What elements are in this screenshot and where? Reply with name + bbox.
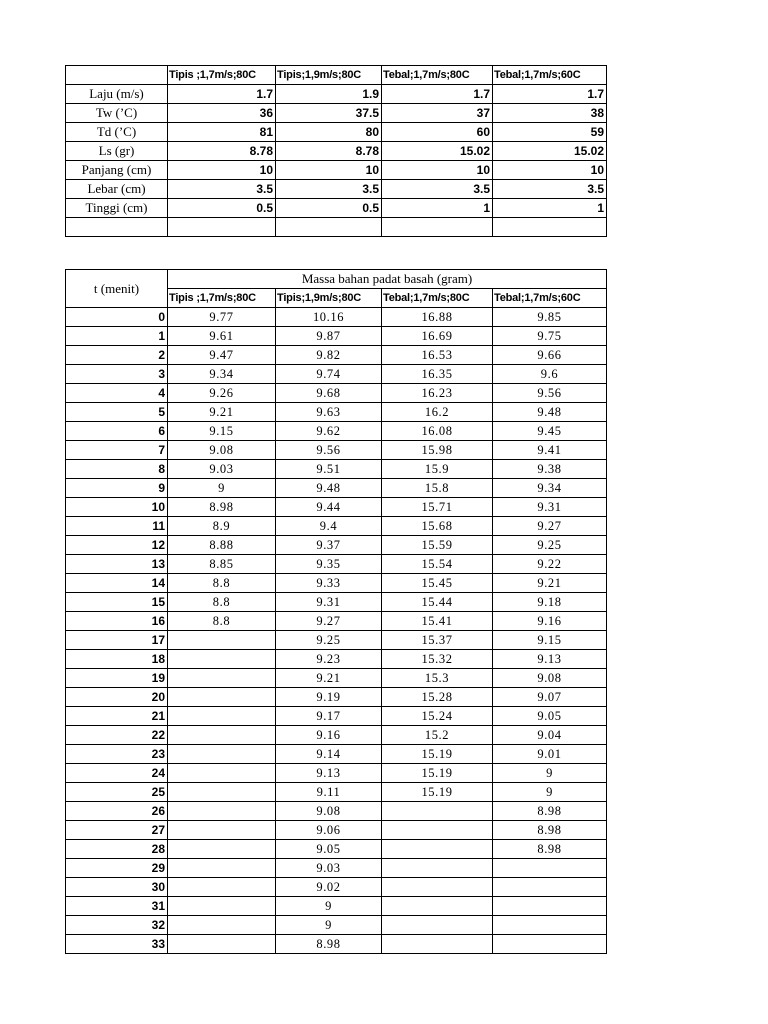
- mass-value-cell: 9.25: [493, 536, 607, 555]
- params-row: [66, 180, 607, 199]
- params-value-cell: 1.7: [382, 85, 493, 104]
- params-row-label: [66, 218, 168, 237]
- mass-value-cell: 15.32: [382, 650, 493, 669]
- mass-value-cell: [168, 840, 276, 859]
- params-value-cell: 0.5: [168, 199, 276, 218]
- mass-row: [66, 384, 607, 403]
- mass-value-cell: 16.88: [382, 308, 493, 327]
- params-value-cell: 15.02: [493, 142, 607, 161]
- mass-value-cell: 9.82: [276, 346, 382, 365]
- time-cell: 32: [66, 916, 168, 935]
- params-value-cell: 38: [493, 104, 607, 123]
- params-header-row: [66, 66, 607, 85]
- mass-row: [66, 764, 607, 783]
- mass-value-cell: 8.98: [493, 821, 607, 840]
- params-row: [66, 85, 607, 104]
- mass-value-cell: 9: [493, 783, 607, 802]
- mass-value-cell: 9.87: [276, 327, 382, 346]
- mass-value-cell: 9.16: [276, 726, 382, 745]
- time-cell: 20: [66, 688, 168, 707]
- mass-value-cell: 9.11: [276, 783, 382, 802]
- time-cell: 2: [66, 346, 168, 365]
- time-cell: 24: [66, 764, 168, 783]
- mass-value-cell: 9.06: [276, 821, 382, 840]
- mass-row: [66, 365, 607, 384]
- time-cell: 17: [66, 631, 168, 650]
- mass-value-cell: 9.08: [168, 441, 276, 460]
- params-row: [66, 123, 607, 142]
- mass-value-cell: 9.4: [276, 517, 382, 536]
- mass-row: [66, 593, 607, 612]
- mass-value-cell: 9.31: [493, 498, 607, 517]
- mass-value-cell: [168, 669, 276, 688]
- mass-value-cell: 8.8: [168, 574, 276, 593]
- mass-value-cell: 9.04: [493, 726, 607, 745]
- mass-value-cell: 9.47: [168, 346, 276, 365]
- mass-row: [66, 707, 607, 726]
- mass-value-cell: [493, 878, 607, 897]
- mass-value-cell: 8.98: [276, 935, 382, 954]
- time-cell: 18: [66, 650, 168, 669]
- time-cell: 9: [66, 479, 168, 498]
- params-row-label: Tinggi (cm): [66, 199, 168, 218]
- mass-value-cell: 15.68: [382, 517, 493, 536]
- params-value-cell: 1.7: [493, 85, 607, 104]
- mass-header-cell: Tebal;1,7m/s;60C: [493, 289, 607, 308]
- mass-value-cell: 9.77: [168, 308, 276, 327]
- mass-value-cell: [382, 878, 493, 897]
- params-value-cell: 15.02: [382, 142, 493, 161]
- time-cell: 6: [66, 422, 168, 441]
- params-header-cell: Tebal;1,7m/s;80C: [382, 66, 493, 85]
- params-row: [66, 161, 607, 180]
- params-row: [66, 104, 607, 123]
- params-header-cell: Tipis ;1,7m/s;80C: [168, 66, 276, 85]
- time-cell: 33: [66, 935, 168, 954]
- mass-value-cell: 9.22: [493, 555, 607, 574]
- mass-value-cell: 9.27: [493, 517, 607, 536]
- params-row-label: Lebar (cm): [66, 180, 168, 199]
- mass-value-cell: 9.48: [276, 479, 382, 498]
- mass-row: [66, 669, 607, 688]
- time-cell: 28: [66, 840, 168, 859]
- mass-value-cell: [168, 650, 276, 669]
- mass-value-cell: 10.16: [276, 308, 382, 327]
- mass-value-cell: 16.08: [382, 422, 493, 441]
- mass-value-cell: 9: [168, 479, 276, 498]
- time-cell: 23: [66, 745, 168, 764]
- time-cell: 26: [66, 802, 168, 821]
- mass-row: [66, 897, 607, 916]
- mass-value-cell: 9: [493, 764, 607, 783]
- mass-value-cell: 9.85: [493, 308, 607, 327]
- mass-row: [66, 859, 607, 878]
- mass-value-cell: 15.41: [382, 612, 493, 631]
- mass-row: [66, 555, 607, 574]
- mass-value-cell: 9.68: [276, 384, 382, 403]
- mass-value-cell: 9.51: [276, 460, 382, 479]
- mass-value-cell: [168, 935, 276, 954]
- mass-value-cell: 9.38: [493, 460, 607, 479]
- mass-value-cell: 9.13: [276, 764, 382, 783]
- mass-row: [66, 422, 607, 441]
- mass-value-cell: 9: [276, 897, 382, 916]
- time-cell: 7: [66, 441, 168, 460]
- params-row-label: Ls (gr): [66, 142, 168, 161]
- params-value-cell: 81: [168, 123, 276, 142]
- mass-value-cell: 8.98: [168, 498, 276, 517]
- mass-value-cell: 16.23: [382, 384, 493, 403]
- mass-value-cell: 9.16: [493, 612, 607, 631]
- mass-row: [66, 650, 607, 669]
- mass-value-cell: [168, 688, 276, 707]
- mass-value-cell: 9.48: [493, 403, 607, 422]
- time-cell: 21: [66, 707, 168, 726]
- mass-value-cell: [168, 897, 276, 916]
- mass-row: [66, 327, 607, 346]
- mass-value-cell: 9.15: [493, 631, 607, 650]
- mass-row: [66, 479, 607, 498]
- mass-row: [66, 460, 607, 479]
- params-value-cell: 37.5: [276, 104, 382, 123]
- time-cell: 8: [66, 460, 168, 479]
- time-cell: 19: [66, 669, 168, 688]
- params-value-cell: [276, 218, 382, 237]
- params-value-cell: 59: [493, 123, 607, 142]
- mass-value-cell: 15.44: [382, 593, 493, 612]
- mass-value-cell: 8.98: [493, 840, 607, 859]
- mass-value-cell: [168, 726, 276, 745]
- mass-value-cell: 9.21: [493, 574, 607, 593]
- params-value-cell: 1.9: [276, 85, 382, 104]
- params-row: [66, 142, 607, 161]
- params-value-cell: [168, 218, 276, 237]
- params-value-cell: 37: [382, 104, 493, 123]
- mass-value-cell: [168, 631, 276, 650]
- mass-value-cell: 16.2: [382, 403, 493, 422]
- params-value-cell: [382, 218, 493, 237]
- mass-header-cell: Tipis ;1,7m/s;80C: [168, 289, 276, 308]
- mass-value-cell: 9.03: [276, 859, 382, 878]
- mass-value-cell: [382, 802, 493, 821]
- mass-value-cell: 9.23: [276, 650, 382, 669]
- mass-row: [66, 916, 607, 935]
- mass-value-cell: [382, 935, 493, 954]
- mass-value-cell: 9.63: [276, 403, 382, 422]
- mass-value-cell: 9.44: [276, 498, 382, 517]
- time-cell: 1: [66, 327, 168, 346]
- time-cell: 0: [66, 308, 168, 327]
- params-header-cell: Tebal;1,7m/s;60C: [493, 66, 607, 85]
- mass-value-cell: [168, 916, 276, 935]
- time-cell: 25: [66, 783, 168, 802]
- mass-value-cell: 9.31: [276, 593, 382, 612]
- mass-value-cell: 9.45: [493, 422, 607, 441]
- mass-value-cell: 15.59: [382, 536, 493, 555]
- mass-value-cell: 9.66: [493, 346, 607, 365]
- params-value-cell: 10: [276, 161, 382, 180]
- mass-value-cell: 9: [276, 916, 382, 935]
- mass-row: [66, 783, 607, 802]
- time-cell: 5: [66, 403, 168, 422]
- mass-value-cell: [168, 859, 276, 878]
- mass-row: [66, 574, 607, 593]
- mass-row: [66, 821, 607, 840]
- mass-table: [65, 269, 607, 954]
- mass-value-cell: 9.21: [168, 403, 276, 422]
- mass-value-cell: 9.56: [493, 384, 607, 403]
- mass-value-cell: 9.07: [493, 688, 607, 707]
- mass-header-cell: Tebal;1,7m/s;80C: [382, 289, 493, 308]
- time-cell: 27: [66, 821, 168, 840]
- params-row: [66, 199, 607, 218]
- mass-value-cell: 15.19: [382, 745, 493, 764]
- mass-value-cell: 9.61: [168, 327, 276, 346]
- mass-value-cell: [168, 783, 276, 802]
- params-value-cell: 80: [276, 123, 382, 142]
- mass-value-cell: 15.2: [382, 726, 493, 745]
- mass-value-cell: 16.53: [382, 346, 493, 365]
- mass-value-cell: [168, 745, 276, 764]
- mass-value-cell: [493, 916, 607, 935]
- params-header-cell: [66, 66, 168, 85]
- mass-value-cell: 9.15: [168, 422, 276, 441]
- params-value-cell: 3.5: [276, 180, 382, 199]
- mass-value-cell: 15.45: [382, 574, 493, 593]
- mass-value-cell: 9.74: [276, 365, 382, 384]
- params-value-cell: 36: [168, 104, 276, 123]
- mass-row: [66, 308, 607, 327]
- mass-row: [66, 802, 607, 821]
- time-cell: 11: [66, 517, 168, 536]
- mass-title-row: [66, 270, 607, 289]
- params-value-cell: 10: [493, 161, 607, 180]
- mass-value-cell: 9.03: [168, 460, 276, 479]
- mass-value-cell: 9.21: [276, 669, 382, 688]
- mass-row: [66, 745, 607, 764]
- params-value-cell: 1: [493, 199, 607, 218]
- mass-value-cell: 9.26: [168, 384, 276, 403]
- time-cell: 31: [66, 897, 168, 916]
- params-value-cell: 8.78: [276, 142, 382, 161]
- mass-value-cell: 9.05: [493, 707, 607, 726]
- mass-value-cell: [168, 764, 276, 783]
- mass-value-cell: 9.56: [276, 441, 382, 460]
- mass-value-cell: [168, 802, 276, 821]
- mass-value-cell: 15.19: [382, 764, 493, 783]
- mass-row: [66, 631, 607, 650]
- mass-value-cell: [382, 821, 493, 840]
- mass-value-cell: 9.6: [493, 365, 607, 384]
- mass-row: [66, 612, 607, 631]
- mass-row: [66, 517, 607, 536]
- mass-header-cell: Tipis;1,9m/s;80C: [276, 289, 382, 308]
- params-row-label: Laju (m/s): [66, 85, 168, 104]
- mass-value-cell: 15.19: [382, 783, 493, 802]
- mass-value-cell: [382, 840, 493, 859]
- mass-value-cell: [493, 859, 607, 878]
- time-column-header: t (menit): [66, 270, 168, 308]
- mass-value-cell: 9.37: [276, 536, 382, 555]
- mass-value-cell: 9.14: [276, 745, 382, 764]
- mass-value-cell: 9.01: [493, 745, 607, 764]
- mass-value-cell: 9.08: [493, 669, 607, 688]
- parameters-table: [65, 65, 607, 237]
- mass-row: [66, 878, 607, 897]
- mass-value-cell: 9.27: [276, 612, 382, 631]
- mass-value-cell: 8.9: [168, 517, 276, 536]
- mass-value-cell: [168, 707, 276, 726]
- params-row-label: Panjang (cm): [66, 161, 168, 180]
- time-cell: 4: [66, 384, 168, 403]
- mass-value-cell: 9.13: [493, 650, 607, 669]
- params-row: [66, 218, 607, 237]
- mass-row: [66, 935, 607, 954]
- mass-value-cell: 8.8: [168, 612, 276, 631]
- mass-row: [66, 536, 607, 555]
- mass-value-cell: 15.54: [382, 555, 493, 574]
- time-cell: 16: [66, 612, 168, 631]
- params-value-cell: 10: [168, 161, 276, 180]
- mass-value-cell: [382, 859, 493, 878]
- params-value-cell: [493, 218, 607, 237]
- time-cell: 29: [66, 859, 168, 878]
- params-value-cell: 1.7: [168, 85, 276, 104]
- mass-value-cell: 9.34: [493, 479, 607, 498]
- params-row-label: Td (’C): [66, 123, 168, 142]
- mass-value-cell: [493, 935, 607, 954]
- mass-value-cell: 15.9: [382, 460, 493, 479]
- mass-value-cell: 16.69: [382, 327, 493, 346]
- mass-value-cell: [168, 878, 276, 897]
- mass-value-cell: 15.98: [382, 441, 493, 460]
- time-cell: 13: [66, 555, 168, 574]
- mass-value-cell: 8.8: [168, 593, 276, 612]
- mass-value-cell: [168, 821, 276, 840]
- params-value-cell: 8.78: [168, 142, 276, 161]
- mass-value-cell: 9.34: [168, 365, 276, 384]
- time-cell: 12: [66, 536, 168, 555]
- mass-value-cell: 8.88: [168, 536, 276, 555]
- params-value-cell: 1: [382, 199, 493, 218]
- mass-value-cell: 9.17: [276, 707, 382, 726]
- mass-value-cell: [382, 897, 493, 916]
- mass-value-cell: 9.19: [276, 688, 382, 707]
- params-value-cell: 0.5: [276, 199, 382, 218]
- mass-value-cell: 9.08: [276, 802, 382, 821]
- params-value-cell: 3.5: [493, 180, 607, 199]
- mass-value-cell: 15.71: [382, 498, 493, 517]
- mass-value-cell: 8.85: [168, 555, 276, 574]
- mass-row: [66, 346, 607, 365]
- mass-table-title: Massa bahan padat basah (gram): [168, 270, 607, 289]
- mass-row: [66, 840, 607, 859]
- params-header-cell: Tipis;1,9m/s;80C: [276, 66, 382, 85]
- mass-value-cell: 15.28: [382, 688, 493, 707]
- mass-value-cell: 9.05: [276, 840, 382, 859]
- mass-row: [66, 403, 607, 422]
- mass-value-cell: 15.37: [382, 631, 493, 650]
- time-cell: 15: [66, 593, 168, 612]
- params-value-cell: 60: [382, 123, 493, 142]
- params-value-cell: 10: [382, 161, 493, 180]
- params-value-cell: 3.5: [382, 180, 493, 199]
- mass-value-cell: 8.98: [493, 802, 607, 821]
- mass-value-cell: 9.75: [493, 327, 607, 346]
- time-cell: 3: [66, 365, 168, 384]
- mass-value-cell: [382, 916, 493, 935]
- time-cell: 10: [66, 498, 168, 517]
- mass-row: [66, 498, 607, 517]
- time-cell: 14: [66, 574, 168, 593]
- mass-row: [66, 726, 607, 745]
- mass-value-cell: 9.33: [276, 574, 382, 593]
- mass-value-cell: 9.18: [493, 593, 607, 612]
- time-cell: 22: [66, 726, 168, 745]
- mass-value-cell: 15.8: [382, 479, 493, 498]
- mass-value-cell: 16.35: [382, 365, 493, 384]
- time-cell: 30: [66, 878, 168, 897]
- params-row-label: Tw (’C): [66, 104, 168, 123]
- mass-value-cell: 9.02: [276, 878, 382, 897]
- mass-value-cell: 15.24: [382, 707, 493, 726]
- params-value-cell: 3.5: [168, 180, 276, 199]
- mass-value-cell: 9.35: [276, 555, 382, 574]
- mass-value-cell: 15.3: [382, 669, 493, 688]
- mass-row: [66, 688, 607, 707]
- mass-value-cell: 9.41: [493, 441, 607, 460]
- mass-value-cell: 9.25: [276, 631, 382, 650]
- mass-row: [66, 441, 607, 460]
- mass-value-cell: [493, 897, 607, 916]
- mass-value-cell: 9.62: [276, 422, 382, 441]
